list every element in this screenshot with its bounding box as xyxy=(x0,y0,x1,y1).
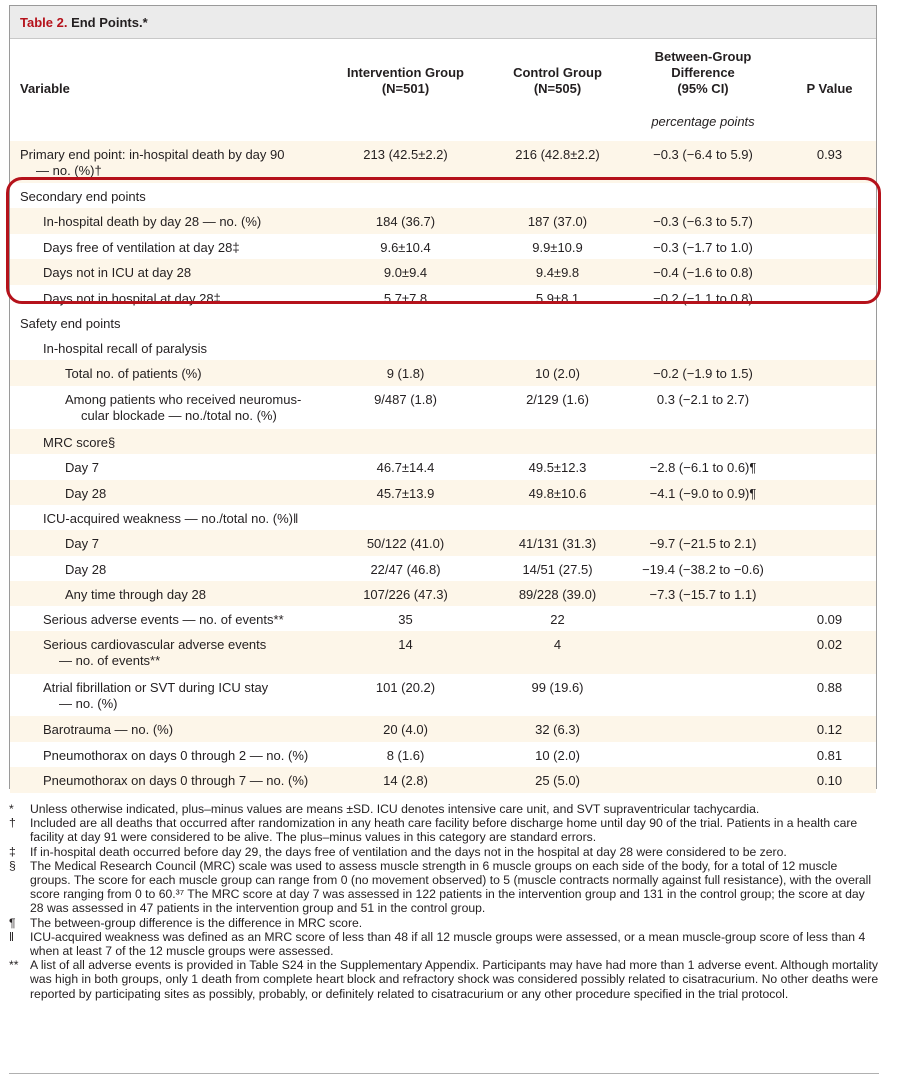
cell-control: 89/228 (39.0) xyxy=(518,587,597,602)
cell-intervention: 101 (20.2) xyxy=(375,680,436,695)
header-variable: Variable xyxy=(20,81,70,96)
cell-control: 32 (6.3) xyxy=(535,722,580,737)
difference-unit: percentage points xyxy=(651,114,755,129)
footnote-text: The Medical Research Council (MRC) scale was used to assess muscle strength in 6 muscle groups on each side of the body, for a total of 12 muscle groups. The score for each muscle group can range from 0 (no movement observed) to 5 (muscle contracts normally against full resistance), with the overall score ranging from 0 to 60.³⁷ The MRC score at day 7 was assessed in 122 patients in the intervention group and 131 in the control group; the score at day 28 was assessed in 47 patients in the intervention group and 51 in the control group. xyxy=(30,858,872,916)
table-caption: End Points.* xyxy=(67,15,148,30)
cell-control: 25 (5.0) xyxy=(535,773,580,788)
row-label-line1: Days free of ventilation at day 28‡ xyxy=(43,240,240,255)
row-label-line1: Serious adverse events — no. of events** xyxy=(43,612,284,627)
row-label xyxy=(20,316,310,332)
table-row xyxy=(10,631,876,674)
footnote-symbol: * xyxy=(9,802,14,816)
cell-intervention: 9 (1.8) xyxy=(386,366,425,381)
footnote-text: Included are all deaths that occurred after randomization in any heath care facility before discharge home until day 90 of the trial. Patients in a health care facility at day 91 were considered to be alive. The plus–minus values in this category are standard errors. xyxy=(30,816,858,845)
footnote xyxy=(9,802,879,816)
row-label xyxy=(65,562,315,578)
header-control xyxy=(480,65,635,97)
table-row xyxy=(10,360,876,386)
row-label-line1: Serious cardiovascular adverse events xyxy=(43,637,267,652)
footnote-text: ICU-acquired weakness was defined as an MRC score of less than 48 if all 12 muscle groups were assessed, or a mean muscle-group score of less than 4 when at least 7 of the 12 muscle groups were assessed. xyxy=(30,929,866,959)
header-intervention-label: Intervention Group xyxy=(347,65,464,80)
cell-difference: −4.1 (−9.0 to 0.9)¶ xyxy=(649,486,757,501)
cell-intervention: 14 (2.8) xyxy=(383,773,428,788)
row-label-line2: — no. (%)† xyxy=(36,163,102,178)
cell-intervention: 107/226 (47.3) xyxy=(363,587,448,602)
cell-intervention: 8 (1.6) xyxy=(386,748,425,763)
row-label-line1: Days not in ICU at day 28 xyxy=(43,265,192,280)
bottom-rule xyxy=(9,1073,879,1074)
cell-difference: −19.4 (−38.2 to −0.6) xyxy=(642,562,764,577)
row-label-line1: In-hospital recall of paralysis xyxy=(43,341,208,356)
table-row xyxy=(10,386,876,429)
row-label-line1: Any time through day 28 xyxy=(65,587,206,602)
header-difference xyxy=(628,49,778,97)
row-label-line1: Primary end point: in-hospital death by day 90 xyxy=(20,147,285,162)
row-label xyxy=(43,680,313,712)
row-label-line2: — no. of events** xyxy=(59,653,161,668)
cell-control: 2/129 (1.6) xyxy=(526,392,589,407)
table-row xyxy=(10,454,876,480)
cell-intervention: 46.7±14.4 xyxy=(376,460,435,475)
table-row xyxy=(10,429,876,454)
secondary-endpoints-highlight xyxy=(6,177,881,304)
cell-intervention: 9.6±10.4 xyxy=(380,240,431,255)
cell-difference: −2.8 (−6.1 to 0.6)¶ xyxy=(649,460,757,475)
table-row xyxy=(10,505,876,530)
row-label-line1: Day 28 xyxy=(65,562,107,577)
table-row xyxy=(10,310,876,335)
table-row xyxy=(10,767,876,793)
cell-intervention: 9.0±9.4 xyxy=(383,265,428,280)
cell-control: 10 (2.0) xyxy=(535,366,580,381)
cell-intervention: 45.7±13.9 xyxy=(376,486,435,501)
footnote xyxy=(9,859,879,916)
cell-difference: −0.2 (−1.9 to 1.5) xyxy=(653,366,753,381)
table-title xyxy=(10,6,876,39)
row-label-line1: Secondary end points xyxy=(20,189,146,204)
cell-control: 9.4±9.8 xyxy=(535,265,580,280)
row-label-line1: ICU-acquired weakness — no./total no. (%)‖ xyxy=(43,511,299,526)
cell-difference: −9.7 (−21.5 to 2.1) xyxy=(649,536,757,551)
cell-intervention: 213 (42.5±2.2) xyxy=(363,147,448,162)
row-label-line1: In-hospital death by day 28 — no. (%) xyxy=(43,214,262,229)
footnote xyxy=(9,845,879,859)
cell-pvalue: 0.09 xyxy=(816,612,843,627)
table-row xyxy=(10,606,876,631)
footnote-text: If in-hospital death occurred before day 29, the days free of ventilation and the days not in the hospital at day 28 were considered to be zero. xyxy=(30,844,787,859)
row-label xyxy=(65,587,315,603)
footnote-symbol: ¶ xyxy=(9,915,16,930)
table-frame xyxy=(9,5,877,789)
cell-control: 49.5±12.3 xyxy=(528,460,587,475)
cell-intervention: 9/487 (1.8) xyxy=(374,392,437,407)
cell-control: 216 (42.8±2.2) xyxy=(515,147,600,162)
cell-control: 14/51 (27.5) xyxy=(522,562,593,577)
cell-intervention: 184 (36.7) xyxy=(375,214,436,229)
row-label xyxy=(65,392,315,424)
cell-control: 49.8±10.6 xyxy=(528,486,587,501)
cell-difference: 0.3 (−2.1 to 2.7) xyxy=(656,392,750,407)
row-label xyxy=(43,637,313,669)
footnote-symbol: ** xyxy=(9,958,19,973)
table-row xyxy=(10,716,876,742)
cell-difference: −0.3 (−1.7 to 1.0) xyxy=(653,240,753,255)
cell-control: 41/131 (31.3) xyxy=(518,536,597,551)
table-row xyxy=(10,674,876,716)
cell-pvalue: 0.88 xyxy=(816,680,843,695)
row-label xyxy=(43,341,313,357)
cell-difference: −0.4 (−1.6 to 0.8) xyxy=(653,265,753,280)
cell-pvalue: 0.02 xyxy=(816,637,843,652)
table-row xyxy=(10,581,876,606)
cell-pvalue: 0.10 xyxy=(816,773,843,788)
cell-control: 10 (2.0) xyxy=(535,748,580,763)
header-control-n: (N=505) xyxy=(533,81,582,96)
footnotes xyxy=(9,802,879,1001)
cell-intervention: 5.7±7.8 xyxy=(383,291,428,306)
row-label xyxy=(20,147,310,179)
cell-control: 187 (37.0) xyxy=(527,214,588,229)
table-number: Table 2. xyxy=(20,15,68,30)
header-difference-line2: Difference xyxy=(671,65,735,80)
header-difference-line1: Between-Group xyxy=(654,49,752,64)
cell-control: 22 xyxy=(550,612,565,627)
table-row xyxy=(10,530,876,556)
row-label-line1: Total no. of patients (%) xyxy=(65,366,202,381)
table-row xyxy=(10,742,876,767)
cell-intervention: 22/47 (46.8) xyxy=(370,562,441,577)
cell-difference: −7.3 (−15.7 to 1.1) xyxy=(649,587,757,602)
cell-difference: −0.3 (−6.3 to 5.7) xyxy=(653,214,753,229)
row-label-line1: Among patients who received neuromus- xyxy=(65,392,302,407)
cell-difference: −0.3 (−6.4 to 5.9) xyxy=(653,147,753,162)
row-label xyxy=(43,435,313,451)
cell-control: 9.9±10.9 xyxy=(532,240,583,255)
footnote-symbol: ‖ xyxy=(9,929,15,944)
cell-difference: −0.2 (−1.1 to 0.8) xyxy=(653,291,753,306)
cell-intervention: 14 xyxy=(398,637,413,652)
row-label-line1: Day 28 xyxy=(65,486,107,501)
row-label-line2: — no. (%) xyxy=(59,696,118,711)
row-label xyxy=(43,511,313,527)
cell-pvalue: 0.81 xyxy=(816,748,843,763)
footnote-text: Unless otherwise indicated, plus–minus values are means ±SD. ICU denotes intensive care unit, and SVT supraventricular tachycardia. xyxy=(30,802,760,816)
footnote-symbol: ‡ xyxy=(9,844,16,859)
cell-intervention: 20 (4.0) xyxy=(383,722,428,737)
row-label xyxy=(65,486,315,502)
cell-intervention: 35 xyxy=(398,612,413,627)
row-label-line1: Day 7 xyxy=(65,460,99,475)
header-intervention-n: (N=501) xyxy=(381,81,430,96)
header-intervention xyxy=(328,65,483,97)
row-label xyxy=(43,773,313,789)
row-label-line1: Pneumothorax on days 0 through 7 — no. (%) xyxy=(43,773,309,788)
cell-pvalue: 0.93 xyxy=(816,147,843,162)
row-label-line1: Day 7 xyxy=(65,536,99,551)
row-label xyxy=(65,536,315,552)
cell-pvalue: 0.12 xyxy=(816,722,843,737)
footnote xyxy=(9,958,879,1001)
cell-control: 99 (19.6) xyxy=(531,680,584,695)
row-label-line2: cular blockade — no./total no. (%) xyxy=(81,408,277,423)
footnote-symbol: † xyxy=(9,816,16,831)
row-label xyxy=(43,748,313,764)
footnote xyxy=(9,816,879,844)
footnote xyxy=(9,930,879,958)
row-label-line1: Atrial fibrillation or SVT during ICU stay xyxy=(43,680,269,695)
header-control-label: Control Group xyxy=(513,65,602,80)
row-label-line1: Pneumothorax on days 0 through 2 — no. (%) xyxy=(43,748,309,763)
table-row xyxy=(10,480,876,505)
row-label-line1: Barotrauma — no. (%) xyxy=(43,722,174,737)
row-label-line1: MRC score§ xyxy=(43,435,116,450)
cell-intervention: 50/122 (41.0) xyxy=(366,536,445,551)
footnote-text: The between-group difference is the difference in MRC score. xyxy=(30,915,363,930)
row-label xyxy=(43,612,313,628)
footnote-symbol: § xyxy=(9,858,16,873)
table-row xyxy=(10,556,876,581)
footnote-text: A list of all adverse events is provided in Table S24 in the Supplementary Appendix. Participants may have had more than 1 adverse event. Although mortality was high in both groups, only 1 death from complete heart block and refractory shock was considered possibly related to cisatracurium. No other deaths were reported by participating sites as possibly, probably, or definitely related to cisatracurium or any other procedure specified in the trial protocol. xyxy=(30,958,879,1001)
row-label-line1: Days not in hospital at day 28‡ xyxy=(43,291,221,306)
table-row xyxy=(10,335,876,360)
row-label xyxy=(65,366,315,382)
header-difference-line3: (95% CI) xyxy=(677,81,729,96)
footnote xyxy=(9,916,879,930)
cell-control: 5.9±8.1 xyxy=(535,291,580,306)
cell-control: 4 xyxy=(553,637,562,652)
header-pvalue: P Value xyxy=(806,81,853,96)
row-label-line1: Safety end points xyxy=(20,316,121,331)
row-label xyxy=(43,722,313,738)
row-label xyxy=(65,460,315,476)
